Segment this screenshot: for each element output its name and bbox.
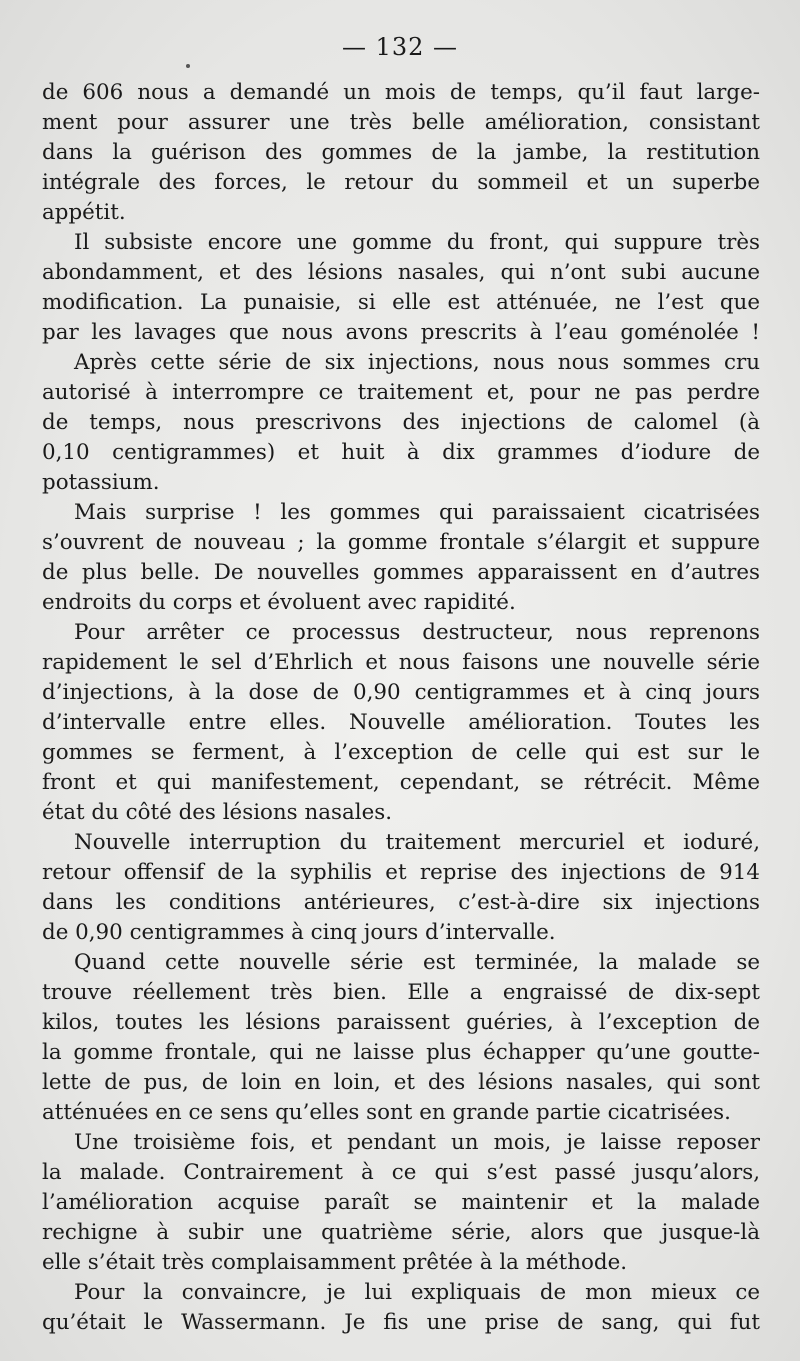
- ink-speck: [186, 64, 190, 68]
- text-line: s’ouvrent de nouveau ; la gomme frontale s’élargit et suppure: [42, 530, 760, 555]
- text-line: état du côté des lésions nasales.: [42, 800, 393, 825]
- text-line: ment pour assurer une très belle amélioration, consistant: [42, 110, 760, 135]
- text-line: Une troisième fois, et pendant un mois, je laisse reposer: [74, 1130, 760, 1155]
- text-line: atténuées en ce sens qu’elles sont en grande partie cicatrisées.: [42, 1100, 731, 1125]
- page-number: — 132 —: [341, 33, 459, 61]
- text-line: dans les conditions antérieures, c’est-à-dire six injections: [42, 890, 760, 915]
- text-line: gommes se ferment, à l’exception de celle qui est sur le: [42, 740, 760, 765]
- text-line: dans la guérison des gommes de la jambe, la restitution: [42, 140, 760, 165]
- text-line: endroits du corps et évoluent avec rapidité.: [42, 590, 516, 615]
- text-line: d’injections, à la dose de 0,90 centigrammes et à cinq jours: [42, 680, 760, 705]
- text-line: par les lavages que nous avons prescrits à l’eau goménolée !: [42, 320, 760, 345]
- text-line: potassium.: [42, 470, 160, 495]
- text-line: Nouvelle interruption du traitement mercuriel et ioduré,: [74, 830, 760, 855]
- text-line: Après cette série de six injections, nous nous sommes cru: [74, 350, 760, 375]
- text-line: elle s’était très complaisamment prêtée à la méthode.: [42, 1250, 628, 1275]
- text-line: d’intervalle entre elles. Nouvelle amélioration. Toutes les: [42, 710, 760, 735]
- text-line: 0,10 centigrammes) et huit à dix grammes d’iodure de: [42, 440, 760, 465]
- text-line: l’amélioration acquise paraît se maintenir et la malade: [42, 1190, 760, 1215]
- text-line: Quand cette nouvelle série est terminée, la malade se: [74, 950, 760, 975]
- text-line: Pour arrêter ce processus destructeur, nous reprenons: [74, 620, 760, 645]
- text-line: de plus belle. De nouvelles gommes apparaissent en d’autres: [42, 560, 760, 585]
- text-line: lette de pus, de loin en loin, et des lésions nasales, qui sont: [42, 1070, 760, 1095]
- text-line: Mais surprise ! les gommes qui paraissaient cicatrisées: [74, 500, 760, 525]
- body-text: [42, 78, 760, 1338]
- text-line: trouve réellement très bien. Elle a engraissé de dix-sept: [42, 980, 760, 1005]
- text-line: Pour la convaincre, je lui expliquais de mon mieux ce: [74, 1280, 760, 1305]
- text-line: de temps, nous prescrivons des injections de calomel (à: [42, 410, 760, 435]
- text-line: front et qui manifestement, cependant, se rétrécit. Même: [42, 770, 760, 795]
- text-line: Il subsiste encore une gomme du front, qui suppure très: [74, 230, 760, 255]
- text-line: appétit.: [42, 200, 126, 225]
- text-line: abondamment, et des lésions nasales, qui n’ont subi aucune: [42, 260, 760, 285]
- text-line: intégrale des forces, le retour du sommeil et un superbe: [42, 170, 760, 195]
- text-line: retour offensif de la syphilis et reprise des injections de 914: [42, 860, 760, 885]
- text-line: la malade. Contrairement à ce qui s’est passé jusqu’alors,: [42, 1160, 760, 1185]
- text-line: rechigne à subir une quatrième série, alors que jusque-là: [42, 1220, 760, 1245]
- text-line: modification. La punaisie, si elle est atténuée, ne l’est que: [42, 290, 760, 315]
- text-line: de 0,90 centigrammes à cinq jours d’intervalle.: [42, 920, 556, 945]
- text-line: de 606 nous a demandé un mois de temps, qu’il faut large-: [42, 80, 760, 105]
- text-line: qu’était le Wassermann. Je fis une prise de sang, qui fut: [42, 1310, 760, 1335]
- text-line: autorisé à interrompre ce traitement et, pour ne pas perdre: [42, 380, 760, 405]
- text-line: kilos, toutes les lésions paraissent guéries, à l’exception de: [42, 1010, 760, 1035]
- text-line: rapidement le sel d’Ehrlich et nous faisons une nouvelle série: [42, 650, 760, 675]
- text-line: la gomme frontale, qui ne laisse plus échapper qu’une goutte-: [42, 1040, 760, 1065]
